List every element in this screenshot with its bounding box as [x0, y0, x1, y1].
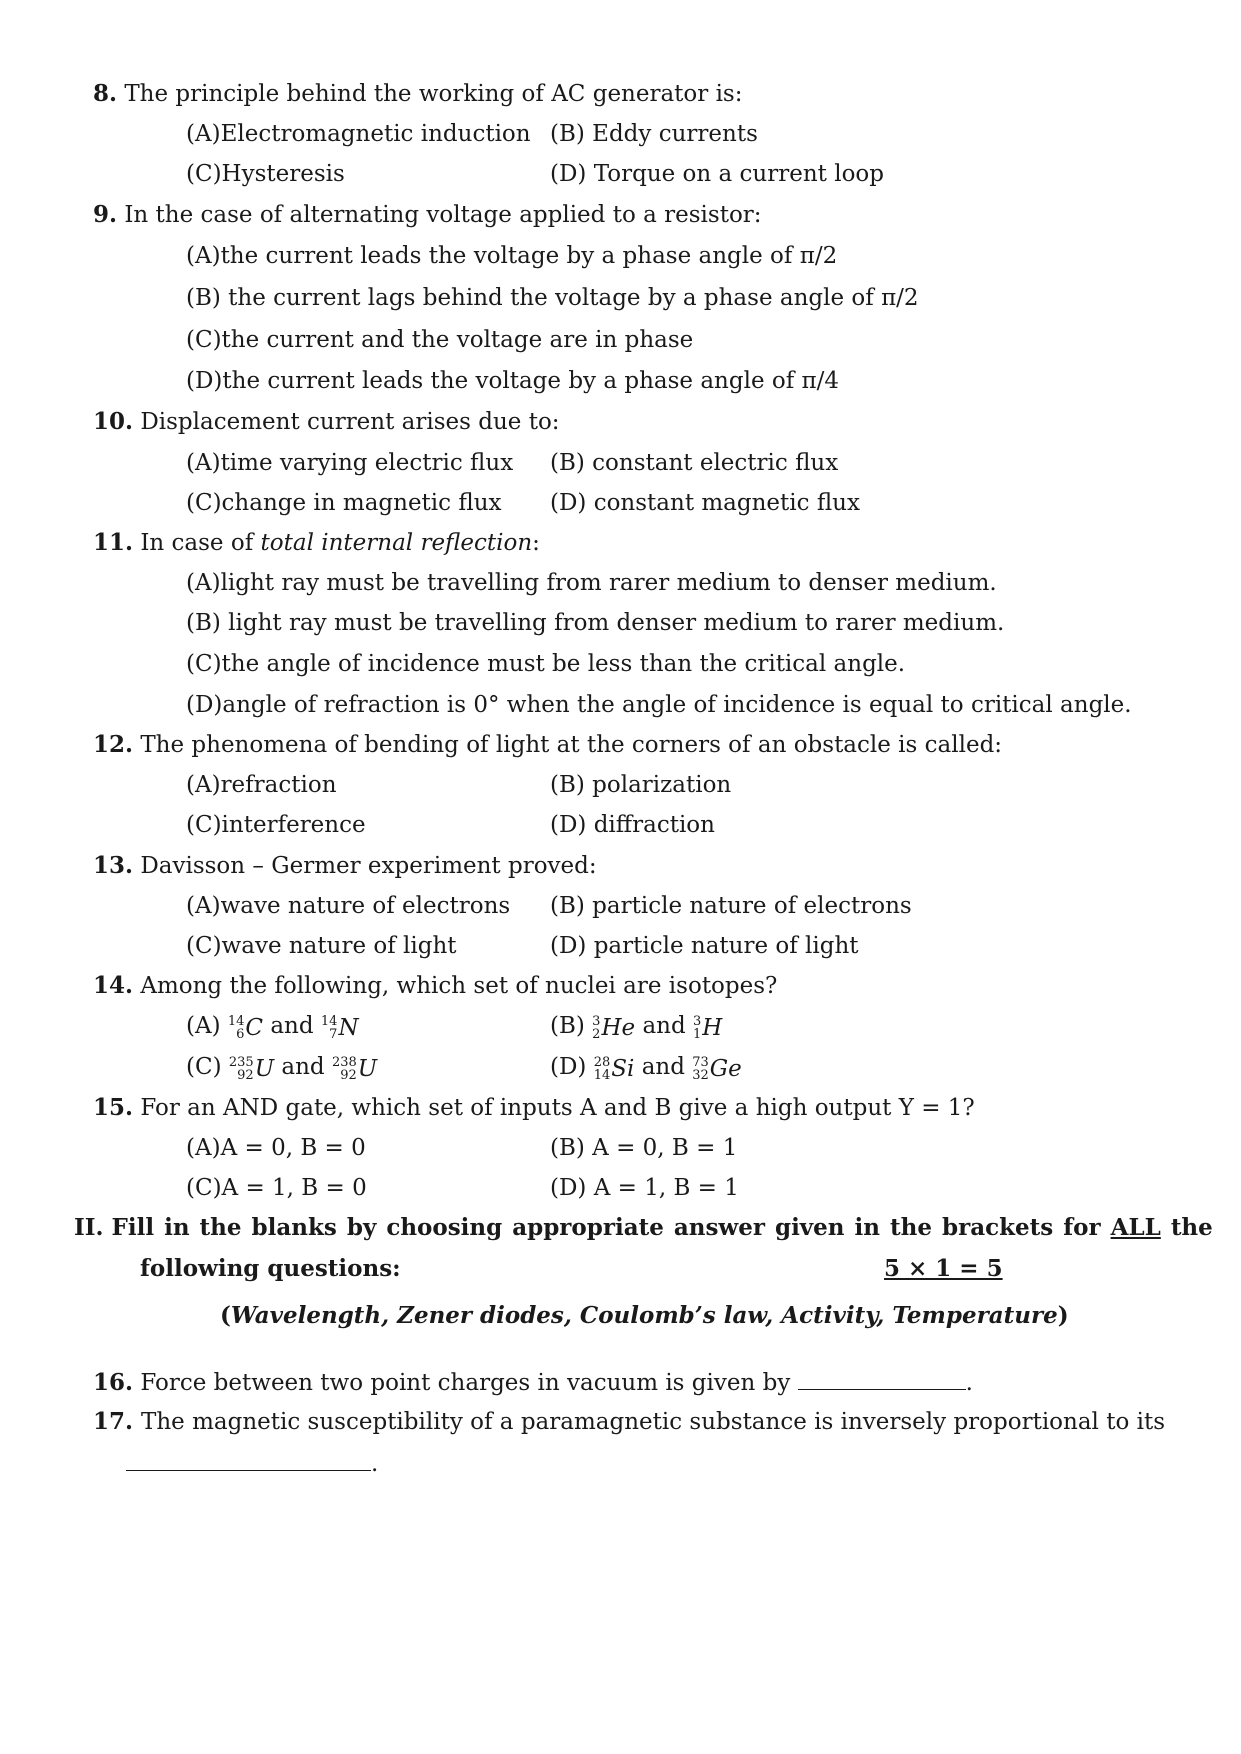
nucleus-symbol: [594, 1053, 635, 1084]
option-13d: [550, 931, 859, 961]
question-text: Displacement current arises due to:: [140, 409, 560, 435]
mass-number: 28: [593, 1054, 611, 1070]
option-12d: [550, 810, 715, 840]
option-text: Torque on a current loop: [593, 161, 884, 187]
option-8d: [550, 159, 884, 189]
question-8: [93, 79, 743, 109]
atomic-number: 7: [329, 1026, 338, 1042]
option-text: light ray must be travelling from rarer medium to denser medium.: [220, 570, 997, 596]
question-text: The principle behind the working of AC generator is:: [124, 81, 743, 107]
option-label: (C): [186, 933, 222, 959]
element-symbol: He: [601, 1014, 636, 1041]
option-label: (D): [550, 1054, 587, 1080]
option-label: (C): [186, 651, 222, 677]
option-label: (C): [186, 1054, 222, 1080]
question-text: The magnetic susceptibility of a paramagnetic substance is inversely proportional to its: [141, 1409, 1166, 1435]
option-label: (B): [186, 285, 221, 311]
question-10: [93, 407, 560, 437]
question-14: [93, 971, 777, 1001]
option-label: (D): [550, 490, 587, 516]
element-symbol: H: [702, 1014, 723, 1041]
option-text: the current lags behind the voltage by a phase angle of π/2: [228, 285, 919, 311]
question-16: [93, 1367, 973, 1398]
option-label: (B): [550, 450, 585, 476]
option-9d: [186, 366, 839, 396]
option-text: time varying electric flux: [220, 450, 514, 476]
option-10b: [550, 448, 838, 478]
element-symbol: C: [245, 1014, 264, 1041]
atomic-number: 6: [236, 1026, 245, 1042]
section-2-heading: [74, 1213, 1213, 1243]
question-text-italic: total internal reflection: [260, 530, 533, 556]
section-2-marks: 5 × 1 = 5: [884, 1255, 1003, 1282]
mass-number: 3: [693, 1013, 702, 1029]
question-number: 12.: [93, 731, 134, 758]
option-label: (B): [186, 610, 221, 636]
joiner: and: [642, 1013, 686, 1039]
question-13: [93, 851, 597, 881]
option-text: change in magnetic flux: [221, 490, 502, 516]
option-15d: [550, 1173, 739, 1203]
option-text: A = 0, B = 1: [592, 1135, 738, 1161]
choices-close-paren: ): [1057, 1302, 1069, 1329]
option-11d: [186, 690, 1132, 720]
nucleus-symbol: [692, 1053, 742, 1084]
mass-number: 238: [331, 1054, 357, 1070]
option-text: the current and the voltage are in phase: [221, 327, 694, 353]
question-17: [93, 1407, 1166, 1437]
option-text: particle nature of light: [593, 933, 859, 959]
question-number: 16.: [93, 1369, 134, 1396]
option-14a: [186, 1011, 359, 1043]
option-label: (D): [550, 812, 587, 838]
option-text: interference: [221, 812, 366, 838]
question-12: [93, 730, 1002, 760]
option-label: (B): [550, 121, 585, 147]
option-label: (B): [550, 772, 585, 798]
element-symbol: Ge: [709, 1055, 742, 1082]
atomic-number: 92: [237, 1067, 254, 1083]
joiner: and: [281, 1054, 325, 1080]
option-text: diffraction: [593, 812, 715, 838]
option-label: (D): [550, 161, 587, 187]
question-number: 13.: [93, 852, 134, 879]
option-text: the angle of incidence must be less than the critical angle.: [221, 651, 906, 677]
question-15: [93, 1093, 975, 1123]
nucleus-symbol: [228, 1012, 263, 1043]
option-8c: [186, 159, 345, 189]
option-11b: [186, 608, 1004, 638]
option-text: particle nature of electrons: [592, 893, 912, 919]
option-label: (B): [550, 893, 585, 919]
element-symbol: N: [338, 1014, 359, 1041]
option-12a: [186, 770, 337, 800]
option-text: refraction: [220, 772, 337, 798]
question-text-prefix: In case of: [140, 530, 261, 556]
option-10a: [186, 448, 513, 478]
option-label: (A): [186, 1013, 221, 1039]
option-label: (B): [550, 1013, 585, 1039]
option-text: constant electric flux: [592, 450, 839, 476]
question-end: .: [371, 1451, 379, 1477]
option-14c: [186, 1052, 377, 1084]
option-label: (C): [186, 1175, 222, 1201]
question-number: 14.: [93, 972, 134, 999]
joiner: and: [641, 1054, 685, 1080]
option-8b: [550, 119, 758, 149]
atomic-number: 2: [592, 1026, 601, 1042]
nucleus-symbol: [321, 1012, 359, 1043]
element-symbol: U: [254, 1055, 275, 1082]
option-12b: [550, 770, 731, 800]
element-symbol: Si: [611, 1055, 635, 1082]
option-label: (D): [186, 368, 223, 394]
option-text: A = 0, B = 0: [220, 1135, 366, 1161]
mass-number: 14: [320, 1013, 338, 1029]
option-15b: [550, 1133, 737, 1163]
question-9: [93, 200, 762, 230]
option-label: (C): [186, 161, 222, 187]
option-text: Electromagnetic induction: [220, 121, 531, 147]
option-label: (A): [186, 1135, 221, 1161]
option-label: (A): [186, 893, 221, 919]
option-12c: [186, 810, 366, 840]
question-number: 9.: [93, 201, 118, 228]
option-label: (D): [550, 933, 587, 959]
question-text-suffix: :: [532, 530, 540, 556]
option-text: wave nature of electrons: [220, 893, 511, 919]
option-14b: [550, 1011, 722, 1043]
answer-blank[interactable]: [126, 1448, 371, 1471]
element-symbol: U: [357, 1055, 378, 1082]
option-label: (A): [186, 121, 221, 147]
section-2-heading-line2: following questions:: [140, 1255, 401, 1282]
option-13a: [186, 891, 510, 921]
option-10c: [186, 488, 501, 518]
option-label: (C): [186, 812, 222, 838]
section-number: II.: [74, 1214, 104, 1241]
option-15a: [186, 1133, 366, 1163]
question-number: 17.: [93, 1408, 134, 1435]
question-text: For an AND gate, which set of inputs A and B give a high output Y = 1?: [140, 1095, 975, 1121]
option-9a: [186, 241, 837, 271]
option-label: (A): [186, 570, 221, 596]
option-9b: [186, 283, 919, 313]
option-label: (A): [186, 450, 221, 476]
question-text: Force between two point charges in vacuum is given by: [140, 1370, 791, 1396]
section-instruction-the: the: [1170, 1214, 1213, 1241]
option-13c: [186, 931, 457, 961]
atomic-number: 1: [693, 1026, 702, 1042]
nucleus-symbol: [229, 1053, 274, 1084]
option-label: (C): [186, 490, 222, 516]
question-number: 15.: [93, 1094, 134, 1121]
option-14d: [550, 1052, 742, 1084]
choices-open-paren: (: [220, 1302, 231, 1329]
choices-list: Wavelength, Zener diodes, Coulomb’s law, Activity, Temperature: [230, 1302, 1058, 1329]
option-text: light ray must be travelling from denser medium to rarer medium.: [228, 610, 1005, 636]
nucleus-symbol: [332, 1053, 377, 1084]
answer-choices: [220, 1301, 1069, 1331]
mass-number: 235: [228, 1054, 254, 1070]
option-label: (A): [186, 243, 221, 269]
option-9c: [186, 325, 693, 355]
option-label: (D): [550, 1175, 587, 1201]
question-text: Davisson – Germer experiment proved:: [140, 853, 597, 879]
option-label: (B): [550, 1135, 585, 1161]
question-number: 10.: [93, 408, 134, 435]
option-label: (A): [186, 772, 221, 798]
option-8a: [186, 119, 531, 149]
question-text: Among the following, which set of nuclei are isotopes?: [140, 973, 778, 999]
atomic-number: 92: [340, 1067, 357, 1083]
answer-blank[interactable]: [798, 1367, 966, 1390]
option-label: (D): [186, 692, 223, 718]
option-15c: [186, 1173, 367, 1203]
question-end: .: [965, 1370, 973, 1396]
section-instruction-all: ALL: [1110, 1214, 1161, 1241]
question-text: The phenomena of bending of light at the corners of an obstacle is called:: [140, 732, 1003, 758]
option-label: (C): [186, 327, 222, 353]
option-text: A = 1, B = 0: [221, 1175, 367, 1201]
option-text: Hysteresis: [221, 161, 345, 187]
section-instruction: Fill in the blanks by choosing appropriate answer given in the brackets for: [111, 1214, 1101, 1241]
mass-number: 73: [692, 1054, 709, 1070]
question-number: 11.: [93, 529, 134, 556]
option-11c: [186, 649, 905, 679]
option-text: polarization: [592, 772, 732, 798]
option-text: the current leads the voltage by a phase angle of π/4: [222, 368, 840, 394]
atomic-number: 14: [593, 1067, 611, 1083]
nucleus-symbol: [693, 1012, 722, 1043]
option-text: A = 1, B = 1: [593, 1175, 739, 1201]
nucleus-symbol: [592, 1012, 635, 1043]
mass-number: 14: [227, 1013, 245, 1029]
question-number: 8.: [93, 80, 118, 107]
option-text: angle of refraction is 0° when the angle of incidence is equal to critical angle.: [222, 692, 1132, 718]
question-11: [93, 528, 540, 558]
option-text: Eddy currents: [592, 121, 758, 147]
atomic-number: 32: [692, 1067, 709, 1083]
joiner: and: [270, 1013, 314, 1039]
mass-number: 3: [592, 1013, 601, 1029]
option-text: the current leads the voltage by a phase angle of π/2: [220, 243, 838, 269]
option-11a: [186, 568, 997, 598]
option-text: constant magnetic flux: [593, 490, 860, 516]
question-text: In the case of alternating voltage applied to a resistor:: [124, 202, 762, 228]
option-10d: [550, 488, 860, 518]
option-13b: [550, 891, 912, 921]
option-text: wave nature of light: [221, 933, 457, 959]
question-17-continuation: [126, 1448, 378, 1479]
